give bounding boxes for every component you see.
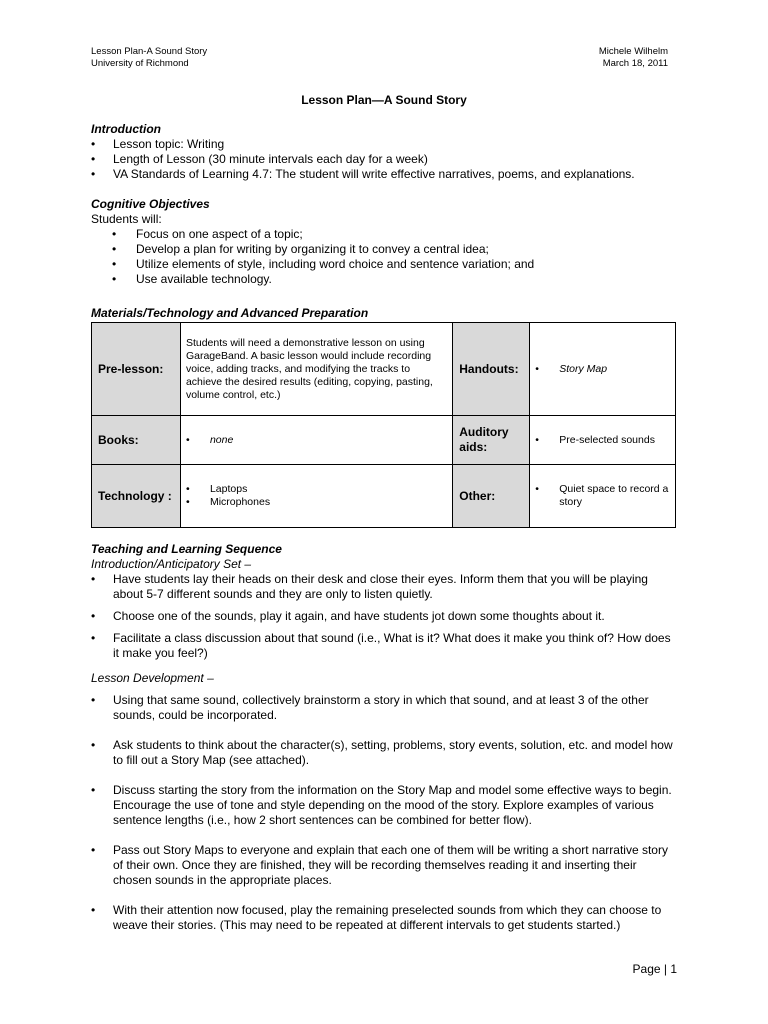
table-row xyxy=(92,323,676,416)
page-number: Page | 1 xyxy=(632,962,677,976)
list-item: • Length of Lesson (30 minute intervals each day for a week) xyxy=(91,152,676,167)
list-item: • Facilitate a class discussion about that sound (i.e., What is it? What does it make you think of? How does it make you feel?) xyxy=(91,631,676,661)
anticipatory-set-heading: Introduction/Anticipatory Set – xyxy=(91,557,252,571)
list-item: • With their attention now focused, play the remaining preselected sounds from which they can choose to weave their stories. (This may need to be repeated at different intervals to get students started.) xyxy=(91,903,676,933)
technology-label: Technology : xyxy=(92,465,181,528)
handouts-item: Story Map xyxy=(559,362,608,375)
header-university: University of Richmond xyxy=(91,58,189,69)
materials-table xyxy=(91,322,676,528)
pre-lesson-label: Pre-lesson: xyxy=(92,323,181,416)
header-right xyxy=(599,46,668,70)
list-item: • Have students lay their heads on their desk and close their eyes. Inform them that you will be playing about 5-7 different sounds and they are only to listen quietly. xyxy=(91,572,676,602)
other-label: Other: xyxy=(453,465,530,528)
bullet-icon: • xyxy=(185,483,190,495)
pre-lesson-text: Students will need a demonstrative lesson on using GarageBand. A basic lesson would include recording voice, adding tracks, and modifying the tracks to achieve the desired results (editing, copying, pasting, volume control, etc.) xyxy=(180,323,452,416)
auditory-aids-label: Auditory aids: xyxy=(453,416,530,465)
list-item: • Lesson topic: Writing xyxy=(91,137,676,152)
list-item: • Ask students to think about the character(s), setting, problems, story events, solution, etc. and model how to fill out a Story Map (see attached). xyxy=(91,738,676,768)
header-doc-title: Lesson Plan-A Sound Story xyxy=(91,46,208,57)
objectives-heading: Cognitive Objectives xyxy=(91,197,210,211)
list-item: • VA Standards of Learning 4.7: The student will write effective narratives, poems, and explanations. xyxy=(91,167,676,182)
bullet-icon: • xyxy=(535,433,539,446)
bullet-icon: • xyxy=(535,362,539,375)
technology-item: Microphones xyxy=(209,496,271,508)
objectives-list xyxy=(91,227,676,287)
table-row xyxy=(92,465,676,528)
anticipatory-set-list xyxy=(91,572,676,661)
page-title: Lesson Plan—A Sound Story xyxy=(301,93,467,107)
document-body xyxy=(91,122,676,948)
list-item: • Choose one of the sounds, play it again, and have students jot down some thoughts about it. xyxy=(91,609,676,624)
list-item: • Develop a plan for writing by organizing it to convey a central idea; xyxy=(91,242,676,257)
list-item: • Pass out Story Maps to everyone and explain that each one of them will be writing a short narrative story of their own. Once they are finished, they will be recording themselves reading it and inserting their chosen sounds in the appropriate places. xyxy=(91,843,676,888)
lesson-development-list xyxy=(91,693,676,933)
lesson-development-heading: Lesson Development – xyxy=(91,671,214,685)
bullet-icon: • xyxy=(535,483,539,495)
bullet-icon: • xyxy=(185,496,190,508)
header-date: March 18, 2011 xyxy=(602,58,668,69)
introduction-list xyxy=(91,137,676,182)
other-item: Quiet space to record a story xyxy=(559,483,669,508)
bullet-icon: • xyxy=(185,433,190,446)
introduction-heading: Introduction xyxy=(91,122,161,136)
list-item: • Use available technology. xyxy=(91,272,676,287)
technology-item: Laptops xyxy=(209,483,248,495)
books-label: Books: xyxy=(92,416,181,465)
list-item: • Using that same sound, collectively brainstorm a story in which that sound, and at least 3 of the other sounds, could be incorporated. xyxy=(91,693,676,723)
auditory-item: Pre-selected sounds xyxy=(559,433,655,446)
list-item: • Utilize elements of style, including word choice and sentence variation; and xyxy=(91,257,676,272)
header-author: Michele Wilhelm xyxy=(598,46,668,57)
objectives-intro: Students will: xyxy=(91,212,162,226)
materials-heading: Materials/Technology and Advanced Preparation xyxy=(91,306,369,320)
list-item: • Focus on one aspect of a topic; xyxy=(91,227,676,242)
handouts-label: Handouts: xyxy=(453,323,530,416)
teaching-heading: Teaching and Learning Sequence xyxy=(91,542,282,556)
list-item: • Discuss starting the story from the information on the Story Map and model some effective ways to begin. Encourage the use of tone and style depending on the mood of the story. Explore examples of various sentence lengths (i.e., how 2 short sentences can be combined for better flow). xyxy=(91,783,676,828)
books-item: none xyxy=(209,433,234,446)
table-row xyxy=(92,416,676,465)
header-left xyxy=(91,46,207,70)
